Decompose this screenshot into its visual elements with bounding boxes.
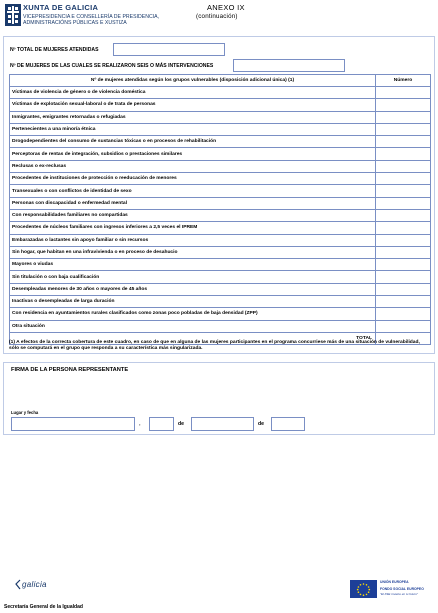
table-row: [10, 222, 431, 234]
vulnerable-groups-table: [9, 74, 431, 345]
table-row: [10, 136, 431, 148]
place-input[interactable]: [11, 417, 135, 431]
row-label: Otra situación: [10, 320, 376, 332]
table-row: [10, 185, 431, 197]
row-number-input[interactable]: [376, 111, 431, 123]
table-row: [10, 87, 431, 99]
row-number-input[interactable]: [376, 296, 431, 308]
row-label: Perceptoras de rentas de integración, subsidios o prestaciones similares: [10, 148, 376, 160]
table-row: [10, 160, 431, 172]
row-number-input[interactable]: [376, 320, 431, 332]
day-input[interactable]: [149, 417, 174, 431]
row-label: Sin hogar, que habitan en una infravivienda o en proceso de desahucio: [10, 246, 376, 258]
signature-title: FIRMA DE LA PERSONA REPRESENTANTE: [11, 367, 129, 373]
six-interventions-input[interactable]: [233, 59, 345, 72]
table-row: [10, 123, 431, 135]
header-number: Número: [376, 75, 431, 87]
table-row: [10, 99, 431, 111]
row-label: Mayores o viudas: [10, 259, 376, 271]
total-women-input[interactable]: [113, 43, 225, 56]
table-row: [10, 111, 431, 123]
row-number-input[interactable]: [376, 87, 431, 99]
xunta-logo-icon: [5, 4, 21, 26]
total-label: TOTAL: [10, 332, 376, 344]
galicia-mark-icon: [14, 579, 22, 590]
row-label: Con residencia en ayuntamientos rurales clasificados como zonas poco pobladas de baja densidad (ZPP): [10, 308, 376, 320]
row-label: Desempleadas menores de 30 años o mayores de 45 años: [10, 283, 376, 295]
table-row: [10, 209, 431, 221]
secretaria-label: Secretaría General de la Igualdad: [4, 604, 83, 610]
fse-name: FONDO SOCIAL EUROPEO: [380, 587, 424, 591]
row-number-input[interactable]: [376, 271, 431, 283]
row-number-input[interactable]: [376, 148, 431, 160]
table-row: [10, 259, 431, 271]
comma-separator: ,: [139, 421, 141, 427]
year-input[interactable]: [271, 417, 305, 431]
annex-continuation: (continuación): [196, 13, 238, 20]
row-label: Inactivas o desempleadas de larga duración: [10, 296, 376, 308]
six-interventions-label: Nº DE MUJERES DE LAS CUALES SE REALIZARON SEIS O MÁS INTERVENCIONES: [10, 63, 214, 69]
footnote: (1) A efectos de la correcta cobertura de este cuadro, en caso de que en alguna de las mujeres participantes en el programa concurriese más de una situación de vulnerabilidad, sólo se computará en el grupo que responda a su característica más singularizada.: [9, 340, 420, 352]
table-row: [10, 234, 431, 246]
table-row: [10, 246, 431, 258]
row-number-input[interactable]: [376, 99, 431, 111]
row-label: Víctimas de explotación sexual-laboral o de trata de personas: [10, 99, 376, 111]
row-number-input[interactable]: [376, 185, 431, 197]
galicia-logo: galicia: [22, 580, 47, 589]
row-number-input[interactable]: [376, 123, 431, 135]
row-label: Personas con discapacidad o enfermedad mental: [10, 197, 376, 209]
row-label: Transexuales o con conflictos de identidad de sexo: [10, 185, 376, 197]
table-row: [10, 308, 431, 320]
table-row: [10, 283, 431, 295]
row-label: Reclusas o ex-reclusas: [10, 160, 376, 172]
row-number-input[interactable]: [376, 234, 431, 246]
table-row: [10, 173, 431, 185]
row-label: Procedentes de instituciones de protección o reeducación de menores: [10, 173, 376, 185]
row-number-input[interactable]: [376, 259, 431, 271]
month-input[interactable]: [191, 417, 254, 431]
table-row: [10, 197, 431, 209]
row-number-input[interactable]: [376, 160, 431, 172]
table-row: [10, 271, 431, 283]
brand-name: XUNTA DE GALICIA: [23, 3, 99, 12]
row-label: Pertenecientes a una minoría étnica: [10, 123, 376, 135]
row-number-input[interactable]: [376, 222, 431, 234]
row-number-input[interactable]: [376, 283, 431, 295]
annex-title: ANEXO IX: [207, 3, 245, 12]
eu-flag-icon: [350, 580, 377, 598]
department-line-1: VICEPRESIDENCIA E CONSELLERÍA DE PRESIDENCIA,: [23, 14, 160, 20]
eu-name: UNIÓN EUROPEA: [380, 580, 409, 584]
row-label: Procedentes de núcleos familiares con ingresos inferiores a 2,5 veces el IPREM: [10, 222, 376, 234]
row-label: Sin titulación o con baja cualificación: [10, 271, 376, 283]
row-label: Con responsabilidades familiares no compartidas: [10, 209, 376, 221]
table-header-row: [10, 75, 431, 87]
row-number-input[interactable]: [376, 209, 431, 221]
row-label: Drogodependientes del consumo de sustancias tóxicas o en procesos de rehabilitación: [10, 136, 376, 148]
row-label: Embarazadas o lactantes sin apoyo familiar o sin recursos: [10, 234, 376, 246]
header-description: Nº de mujeres atendidas según los grupos vulnerables (disposición adicional única) (1): [10, 75, 376, 87]
row-number-input[interactable]: [376, 197, 431, 209]
place-date-label: Lugar y fecha: [11, 410, 39, 415]
table-row: [10, 320, 431, 332]
row-label: Víctimas de violencia de género o de violencia doméstica: [10, 87, 376, 99]
row-label: Inmigrantes, emigrantes retornadas o refugiadas: [10, 111, 376, 123]
table-row: [10, 148, 431, 160]
total-women-label: Nº TOTAL DE MUJERES ATENDIDAS: [10, 47, 99, 53]
de-separator-1: de: [178, 421, 185, 427]
row-number-input[interactable]: [376, 173, 431, 185]
department-line-2: ADMINISTRACIÓNS PÚBLICAS E XUSTIZA: [23, 20, 127, 26]
de-separator-2: de: [258, 421, 265, 427]
fse-slogan: "El FSE invierte en tu futuro": [380, 592, 418, 596]
row-number-input[interactable]: [376, 136, 431, 148]
table-row: [10, 296, 431, 308]
row-number-input[interactable]: [376, 308, 431, 320]
row-number-input[interactable]: [376, 246, 431, 258]
